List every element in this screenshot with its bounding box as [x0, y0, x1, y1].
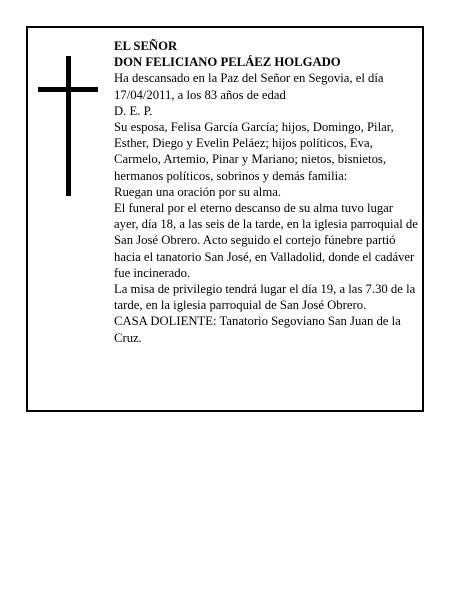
cross-vertical-bar [66, 56, 71, 196]
deceased-name: DON FELICIANO PELÁEZ HOLGADO [114, 55, 341, 70]
mourning-house: CASA DOLIENTE: Tanatorio Segoviano San Juan de la Cruz. [114, 314, 401, 345]
prayer-request: Ruegan una oración por su alma. [114, 184, 282, 199]
obituary-notice [26, 26, 424, 412]
mass-details: La misa de privilegio tendrá lugar el día 19, a las 7.30 de la tarde, en la iglesia parroquial de San José Obrero. [114, 282, 416, 313]
death-announcement: Ha descansado en la Paz del Señor en Segovia, el día 17/04/2011, a los 83 años de edad [114, 71, 384, 102]
cross-horizontal-bar [38, 87, 98, 92]
family-list: Su esposa, Felisa García García; hijos, Domingo, Pilar, Esther, Diego y Evelin Peláez; hijos políticos, Eva, Carmelo, Artemio, Pinar y Mariano; nietos, bisnietos, hermanos políticos, sobrinos y demás familia: [114, 120, 394, 183]
title-line-1: EL SEÑOR [114, 39, 178, 53]
funeral-details: El funeral por el eterno descanso de su alma tuvo lugar ayer, día 18, a las seis de la tarde, en la iglesia parroquial de San José Obrero. Acto seguido el cortejo fúnebre partió hacia el tanatorio San José, en Valladolid, donde el cadáver fue incinerado. [114, 201, 418, 280]
rip-line: D. E. P. [114, 103, 153, 118]
obituary-text [114, 38, 420, 346]
